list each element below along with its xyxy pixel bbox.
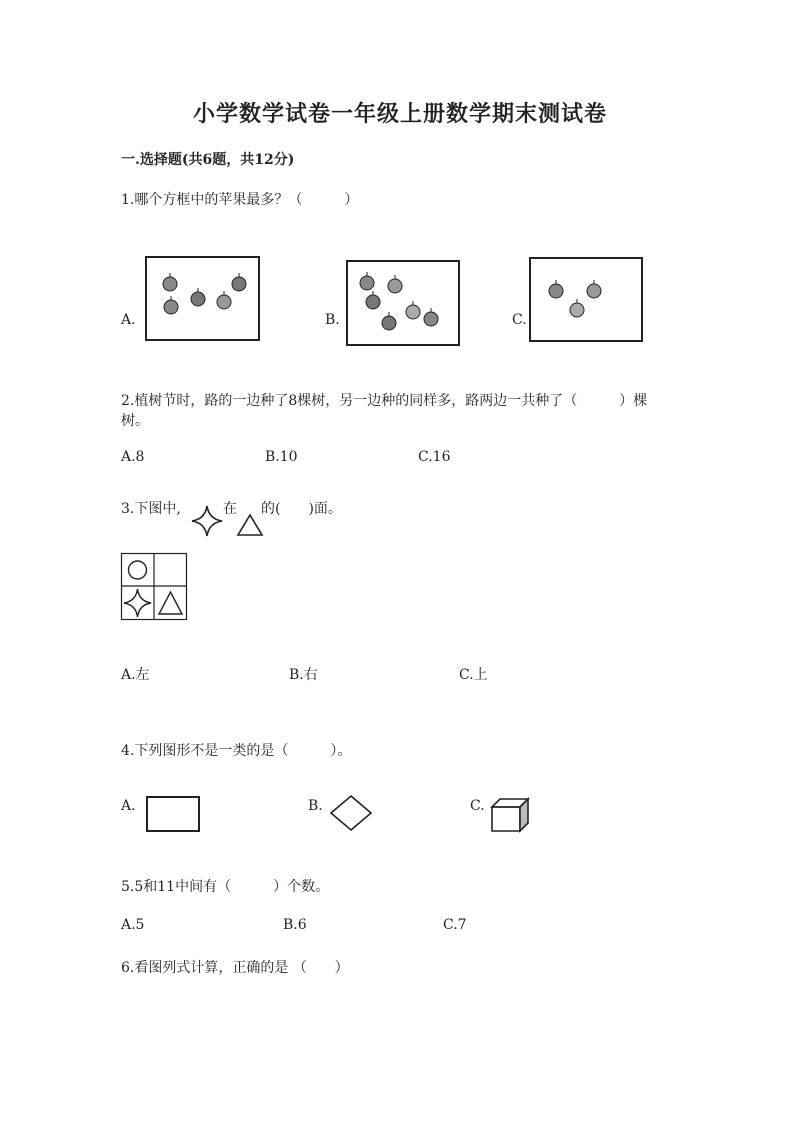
apple-icon bbox=[217, 291, 231, 309]
apple-icon bbox=[191, 288, 205, 306]
q3-star-icon bbox=[191, 505, 223, 537]
q1-option-b-apple-box bbox=[346, 260, 460, 346]
q2-option-b: B.10 bbox=[265, 449, 298, 465]
q5-option-b: B.6 bbox=[283, 917, 307, 933]
apple-icon bbox=[360, 272, 374, 290]
apple-icon bbox=[549, 280, 563, 298]
q3-triangle-icon bbox=[237, 514, 263, 536]
q4-diamond-shape bbox=[330, 795, 372, 831]
question-1-text: 1.哪个方框中的苹果最多？（ ） bbox=[121, 192, 359, 208]
q4-option-a-label: A. bbox=[121, 798, 136, 814]
apple-icon bbox=[388, 275, 402, 293]
star-icon bbox=[124, 589, 151, 617]
apple-icon bbox=[382, 312, 396, 330]
q1-option-a-apple-box bbox=[145, 256, 260, 341]
q3-option-a: A.左 bbox=[121, 667, 150, 683]
q5-option-c: C.7 bbox=[443, 917, 467, 933]
question-5-text: 5.5和11中间有（ ）个数。 bbox=[121, 879, 330, 895]
apple-icon bbox=[163, 273, 177, 291]
q4-option-b-label: B. bbox=[308, 798, 323, 814]
q3-option-c: C.上 bbox=[459, 667, 488, 683]
q3-position-grid bbox=[121, 553, 187, 620]
q1-option-c-apple-box bbox=[529, 257, 643, 342]
q2-option-a: A.8 bbox=[121, 449, 145, 465]
apple-icon bbox=[164, 296, 178, 314]
triangle-icon bbox=[159, 592, 182, 614]
q5-option-a: A.5 bbox=[121, 917, 145, 933]
q2-option-c: C.16 bbox=[418, 449, 451, 465]
section-heading: 一.选择题(共6题，共12分) bbox=[121, 152, 295, 168]
q1-option-a-label: A. bbox=[121, 312, 136, 328]
apple-icon bbox=[570, 299, 584, 317]
q4-option-c-label: C. bbox=[470, 798, 485, 814]
apple-icon bbox=[587, 280, 601, 298]
q4-rectangle-shape bbox=[145, 795, 201, 833]
page-title: 小学数学试卷一年级上册数学期末测试卷 bbox=[192, 101, 607, 127]
question-2-text-line1: 2.植树节时，路的一边种了8棵树，另一边种的同样多，路两边一共种了（ ）棵 bbox=[121, 393, 648, 409]
apple-icon bbox=[424, 308, 438, 326]
question-3-text-part2: 在 bbox=[223, 501, 237, 517]
question-6-text: 6.看图列式计算，正确的是 （ ） bbox=[121, 960, 349, 976]
q3-option-b: B.右 bbox=[289, 667, 318, 683]
apple-icon bbox=[366, 291, 380, 309]
q1-option-c-label: C. bbox=[512, 312, 527, 328]
question-3-text-part3: 的( )面。 bbox=[261, 501, 342, 517]
q1-option-b-label: B. bbox=[325, 312, 340, 328]
apple-icon bbox=[232, 273, 246, 291]
question-2-text-line2: 树。 bbox=[121, 413, 149, 429]
apple-icon bbox=[406, 301, 420, 319]
question-4-text: 4.下列图形不是一类的是（ ）。 bbox=[121, 743, 352, 759]
q4-cube-shape bbox=[490, 797, 530, 833]
question-3-text-part1: 3.下图中, bbox=[121, 501, 181, 517]
circle-icon bbox=[129, 561, 147, 579]
